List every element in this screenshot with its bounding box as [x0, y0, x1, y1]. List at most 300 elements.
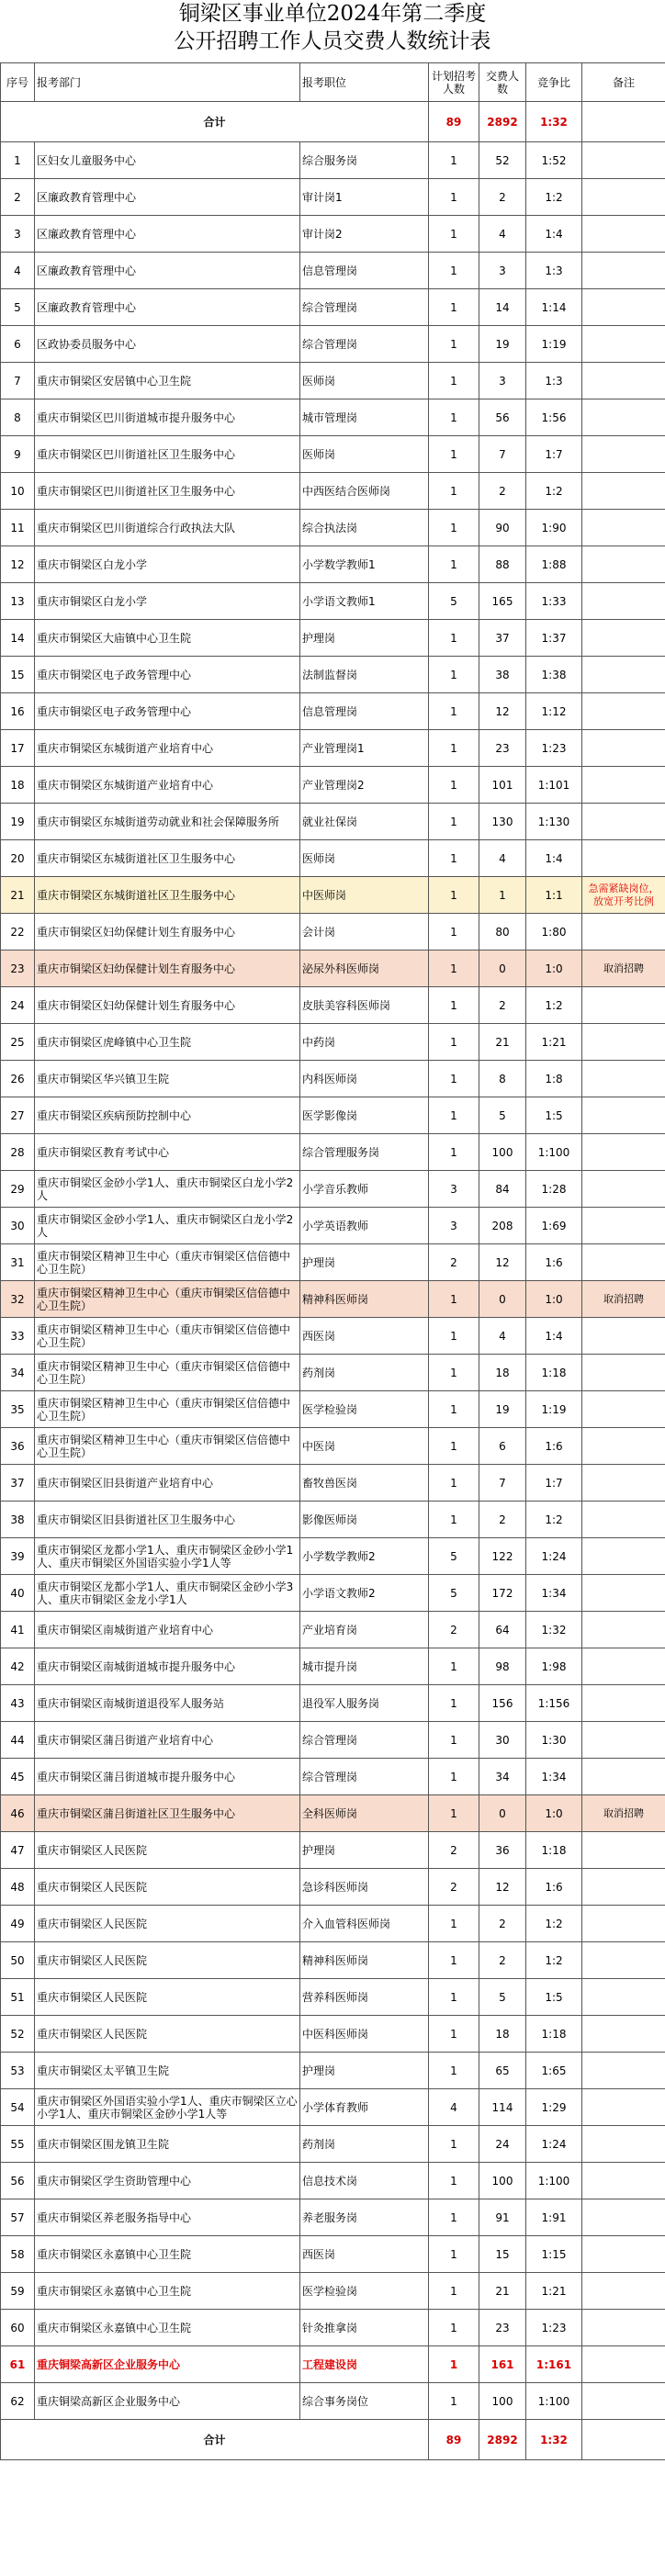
row-dept: 区廉政教育管理中心	[35, 179, 300, 216]
row-position: 药剂岗	[300, 1355, 429, 1391]
row-dept: 重庆市铜梁区教育考试中心	[35, 1134, 300, 1171]
header-planned: 计划招考人数	[429, 63, 479, 102]
row-planned: 1	[429, 2126, 479, 2163]
row-paid: 3	[479, 363, 526, 399]
row-dept: 区廉政教育管理中心	[35, 216, 300, 253]
row-note	[582, 546, 665, 583]
table-row	[1, 1502, 665, 1538]
row-ratio: 1:100	[526, 2383, 582, 2420]
row-ratio: 1:30	[526, 1722, 582, 1759]
row-no: 14	[1, 620, 35, 657]
row-position: 综合管理岗	[300, 289, 429, 326]
row-dept: 重庆市铜梁区人民医院	[35, 1942, 300, 1979]
row-dept: 重庆市铜梁区养老服务指导中心	[35, 2199, 300, 2236]
row-dept: 重庆市铜梁区疾病预防控制中心	[35, 1097, 300, 1134]
row-dept: 重庆市铜梁区东城街道劳动就业和社会保障服务所	[35, 804, 300, 840]
row-ratio: 1:2	[526, 1942, 582, 1979]
row-position: 会计岗	[300, 914, 429, 951]
row-note	[582, 2126, 665, 2163]
row-no: 44	[1, 1722, 35, 1759]
row-planned: 1	[429, 1281, 479, 1318]
row-paid: 90	[479, 510, 526, 546]
row-planned: 1	[429, 1979, 479, 2016]
row-planned: 1	[429, 142, 479, 179]
row-planned: 1	[429, 179, 479, 216]
row-no: 24	[1, 987, 35, 1024]
row-no: 50	[1, 1942, 35, 1979]
row-dept: 重庆铜梁高新区企业服务中心	[35, 2346, 300, 2383]
row-paid: 12	[479, 693, 526, 730]
row-note	[582, 2346, 665, 2383]
row-paid: 208	[479, 1208, 526, 1244]
row-position: 护理岗	[300, 1244, 429, 1281]
row-note	[582, 1685, 665, 1722]
row-planned: 1	[429, 216, 479, 253]
row-no: 22	[1, 914, 35, 951]
row-planned: 2	[429, 1244, 479, 1281]
row-position: 产业管理岗1	[300, 730, 429, 767]
row-no: 40	[1, 1575, 35, 1612]
row-ratio: 1:34	[526, 1759, 582, 1795]
row-ratio: 1:2	[526, 473, 582, 510]
row-planned: 1	[429, 1648, 479, 1685]
row-no: 32	[1, 1281, 35, 1318]
row-ratio: 1:98	[526, 1648, 582, 1685]
row-ratio: 1:0	[526, 951, 582, 987]
row-paid: 80	[479, 914, 526, 951]
row-paid: 37	[479, 620, 526, 657]
row-planned: 1	[429, 840, 479, 877]
row-dept: 重庆市铜梁区永嘉镇中心卫生院	[35, 2310, 300, 2346]
row-ratio: 1:28	[526, 1171, 582, 1208]
row-planned: 1	[429, 473, 479, 510]
row-dept: 重庆市铜梁区东城街道产业培育中心	[35, 730, 300, 767]
row-paid: 101	[479, 767, 526, 804]
row-no: 6	[1, 326, 35, 363]
row-no: 16	[1, 693, 35, 730]
row-ratio: 1:37	[526, 620, 582, 657]
row-planned: 1	[429, 767, 479, 804]
row-dept: 重庆市铜梁区蒲吕街道城市提升服务中心	[35, 1759, 300, 1795]
row-no: 19	[1, 804, 35, 840]
row-no: 12	[1, 546, 35, 583]
summary-paid: 2892	[479, 102, 526, 142]
row-ratio: 1:4	[526, 1318, 582, 1355]
row-paid: 114	[479, 2089, 526, 2126]
row-position: 护理岗	[300, 1832, 429, 1869]
row-ratio: 1:4	[526, 216, 582, 253]
table-row	[1, 1648, 665, 1685]
row-no: 13	[1, 583, 35, 620]
row-paid: 6	[479, 1428, 526, 1465]
row-position: 小学数学教师1	[300, 546, 429, 583]
row-no: 57	[1, 2199, 35, 2236]
table-row	[1, 583, 665, 620]
row-planned: 1	[429, 2346, 479, 2383]
row-dept: 重庆市铜梁区人民医院	[35, 1832, 300, 1869]
row-paid: 3	[479, 253, 526, 289]
header-no: 序号	[1, 63, 35, 102]
row-ratio: 1:80	[526, 914, 582, 951]
row-dept: 重庆市铜梁区虎峰镇中心卫生院	[35, 1024, 300, 1061]
table-row	[1, 730, 665, 767]
row-ratio: 1:56	[526, 399, 582, 436]
row-paid: 0	[479, 1795, 526, 1832]
row-note	[582, 1318, 665, 1355]
row-position: 中医科医师岗	[300, 2016, 429, 2053]
row-note	[582, 1024, 665, 1061]
row-note	[582, 730, 665, 767]
row-no: 17	[1, 730, 35, 767]
row-no: 45	[1, 1759, 35, 1795]
summary-ratio: 1:32	[526, 102, 582, 142]
row-no: 56	[1, 2163, 35, 2199]
row-planned: 1	[429, 2236, 479, 2273]
row-planned: 1	[429, 877, 479, 914]
row-planned: 1	[429, 1722, 479, 1759]
row-position: 西医岗	[300, 2236, 429, 2273]
row-ratio: 1:69	[526, 1208, 582, 1244]
row-ratio: 1:2	[526, 1502, 582, 1538]
table-row	[1, 620, 665, 657]
row-paid: 64	[479, 1612, 526, 1648]
row-planned: 1	[429, 2163, 479, 2199]
row-no: 37	[1, 1465, 35, 1502]
row-position: 综合执法岗	[300, 510, 429, 546]
row-position: 营养科医师岗	[300, 1979, 429, 2016]
row-ratio: 1:130	[526, 804, 582, 840]
row-ratio: 1:7	[526, 1465, 582, 1502]
table-row	[1, 1795, 665, 1832]
header-ratio: 竞争比	[526, 63, 582, 102]
row-note	[582, 363, 665, 399]
row-ratio: 1:24	[526, 2126, 582, 2163]
summary-note	[582, 102, 665, 142]
row-paid: 14	[479, 289, 526, 326]
row-dept: 重庆市铜梁区白龙小学	[35, 546, 300, 583]
row-dept: 重庆市铜梁区金砂小学1人、重庆市铜梁区白龙小学2人	[35, 1208, 300, 1244]
row-position: 护理岗	[300, 2053, 429, 2089]
row-ratio: 1:18	[526, 1832, 582, 1869]
row-planned: 1	[429, 436, 479, 473]
row-ratio: 1:100	[526, 2163, 582, 2199]
table-row	[1, 1097, 665, 1134]
row-ratio: 1:91	[526, 2199, 582, 2236]
row-position: 审计岗1	[300, 179, 429, 216]
row-dept: 重庆市铜梁区精神卫生中心（重庆市铜梁区信倍德中心卫生院）	[35, 1391, 300, 1428]
row-position: 皮肤美容科医师岗	[300, 987, 429, 1024]
row-dept: 重庆市铜梁区巴川街道社区卫生服务中心	[35, 473, 300, 510]
row-note	[582, 2089, 665, 2126]
row-no: 47	[1, 1832, 35, 1869]
table-row	[1, 2383, 665, 2420]
row-planned: 1	[429, 693, 479, 730]
row-dept: 重庆市铜梁区南城街道产业培育中心	[35, 1612, 300, 1648]
row-position: 城市提升岗	[300, 1648, 429, 1685]
table-row	[1, 767, 665, 804]
row-planned: 1	[429, 363, 479, 399]
row-paid: 2	[479, 987, 526, 1024]
row-note	[582, 142, 665, 179]
row-note	[582, 1097, 665, 1134]
row-planned: 1	[429, 1428, 479, 1465]
row-paid: 18	[479, 2016, 526, 2053]
row-position: 产业培育岗	[300, 1612, 429, 1648]
row-no: 36	[1, 1428, 35, 1465]
header-note: 备注	[582, 63, 665, 102]
row-dept: 重庆市铜梁区蒲吕街道社区卫生服务中心	[35, 1795, 300, 1832]
row-position: 精神科医师岗	[300, 1281, 429, 1318]
row-planned: 1	[429, 1097, 479, 1134]
row-dept: 重庆市铜梁区龙都小学1人、重庆市铜梁区金砂小学3人、重庆市铜梁区金龙小学1人	[35, 1575, 300, 1612]
table-row	[1, 2126, 665, 2163]
row-paid: 8	[479, 1061, 526, 1097]
row-note	[582, 1208, 665, 1244]
row-planned: 1	[429, 399, 479, 436]
row-paid: 91	[479, 2199, 526, 2236]
row-dept: 重庆市铜梁区旧县街道社区卫生服务中心	[35, 1502, 300, 1538]
row-position: 小学音乐教师	[300, 1171, 429, 1208]
summary-planned: 89	[429, 102, 479, 142]
row-paid: 1	[479, 877, 526, 914]
row-paid: 2	[479, 1942, 526, 1979]
row-no: 20	[1, 840, 35, 877]
summary-ratio: 1:32	[526, 2420, 582, 2460]
row-note	[582, 914, 665, 951]
table-row	[1, 987, 665, 1024]
row-position: 综合管理服务岗	[300, 1134, 429, 1171]
row-no: 55	[1, 2126, 35, 2163]
row-ratio: 1:23	[526, 730, 582, 767]
table-row	[1, 804, 665, 840]
row-paid: 156	[479, 1685, 526, 1722]
row-paid: 19	[479, 326, 526, 363]
row-dept: 重庆市铜梁区南城街道城市提升服务中心	[35, 1648, 300, 1685]
row-dept: 重庆市铜梁区巴川街道综合行政执法大队	[35, 510, 300, 546]
row-ratio: 1:18	[526, 1355, 582, 1391]
header-paid: 交费人数	[479, 63, 526, 102]
row-ratio: 1:21	[526, 2273, 582, 2310]
row-position: 小学语文教师2	[300, 1575, 429, 1612]
row-planned: 5	[429, 1575, 479, 1612]
table-row	[1, 1171, 665, 1208]
table-row	[1, 2053, 665, 2089]
row-note	[582, 1906, 665, 1942]
row-no: 7	[1, 363, 35, 399]
row-note	[582, 289, 665, 326]
row-note	[582, 1759, 665, 1795]
row-dept: 重庆市铜梁区妇幼保健计划生育服务中心	[35, 951, 300, 987]
table-row	[1, 840, 665, 877]
table-row	[1, 2236, 665, 2273]
row-ratio: 1:0	[526, 1795, 582, 1832]
row-planned: 1	[429, 2053, 479, 2089]
row-no: 26	[1, 1061, 35, 1097]
row-paid: 21	[479, 2273, 526, 2310]
table-row	[1, 1538, 665, 1575]
row-note	[582, 2199, 665, 2236]
row-note	[582, 1612, 665, 1648]
row-position: 审计岗2	[300, 216, 429, 253]
row-dept: 区廉政教育管理中心	[35, 253, 300, 289]
row-ratio: 1:33	[526, 583, 582, 620]
row-note	[582, 1648, 665, 1685]
row-no: 25	[1, 1024, 35, 1061]
row-position: 退役军人服务岗	[300, 1685, 429, 1722]
row-no: 29	[1, 1171, 35, 1208]
row-planned: 1	[429, 289, 479, 326]
row-note	[582, 216, 665, 253]
row-no: 8	[1, 399, 35, 436]
row-paid: 98	[479, 1648, 526, 1685]
row-dept: 重庆市铜梁区围龙镇卫生院	[35, 2126, 300, 2163]
row-planned: 1	[429, 2383, 479, 2420]
table-row	[1, 399, 665, 436]
table-row	[1, 2346, 665, 2383]
row-no: 51	[1, 1979, 35, 2016]
row-dept: 重庆市铜梁区精神卫生中心（重庆市铜梁区信倍德中心卫生院）	[35, 1244, 300, 1281]
table-row	[1, 1612, 665, 1648]
row-no: 60	[1, 2310, 35, 2346]
row-dept: 重庆市铜梁区电子政务管理中心	[35, 657, 300, 693]
row-planned: 1	[429, 804, 479, 840]
table-row	[1, 2273, 665, 2310]
row-ratio: 1:8	[526, 1061, 582, 1097]
row-no: 52	[1, 2016, 35, 2053]
row-no: 9	[1, 436, 35, 473]
row-position: 中西医结合医师岗	[300, 473, 429, 510]
row-planned: 1	[429, 1134, 479, 1171]
table-row	[1, 142, 665, 179]
row-note	[582, 1538, 665, 1575]
row-planned: 3	[429, 1171, 479, 1208]
row-dept: 重庆市铜梁区龙都小学1人、重庆市铜梁区金砂小学1人、重庆市铜梁区外国语实验小学1人等	[35, 1538, 300, 1575]
table-row	[1, 877, 665, 914]
row-no: 39	[1, 1538, 35, 1575]
row-ratio: 1:101	[526, 767, 582, 804]
row-note	[582, 1502, 665, 1538]
row-note	[582, 620, 665, 657]
row-paid: 7	[479, 1465, 526, 1502]
row-note	[582, 326, 665, 363]
row-position: 医学检验岗	[300, 2273, 429, 2310]
row-dept: 重庆市铜梁区巴川街道城市提升服务中心	[35, 399, 300, 436]
row-paid: 30	[479, 1722, 526, 1759]
row-note	[582, 253, 665, 289]
row-dept: 重庆市铜梁区金砂小学1人、重庆市铜梁区白龙小学2人	[35, 1171, 300, 1208]
row-no: 10	[1, 473, 35, 510]
row-ratio: 1:5	[526, 1097, 582, 1134]
row-ratio: 1:38	[526, 657, 582, 693]
row-ratio: 1:29	[526, 2089, 582, 2126]
row-ratio: 1:90	[526, 510, 582, 546]
row-note	[582, 1575, 665, 1612]
row-position: 护理岗	[300, 620, 429, 657]
row-note	[582, 767, 665, 804]
row-note	[582, 399, 665, 436]
row-position: 医学检验岗	[300, 1391, 429, 1428]
row-note: 取消招聘	[582, 1281, 665, 1318]
row-dept: 重庆市铜梁区华兴镇卫生院	[35, 1061, 300, 1097]
row-position: 就业社保岗	[300, 804, 429, 840]
row-position: 综合服务岗	[300, 142, 429, 179]
row-planned: 1	[429, 1942, 479, 1979]
table-row	[1, 2310, 665, 2346]
row-position: 城市管理岗	[300, 399, 429, 436]
row-dept: 重庆市铜梁区安居镇中心卫生院	[35, 363, 300, 399]
row-dept: 重庆市铜梁区妇幼保健计划生育服务中心	[35, 914, 300, 951]
row-dept: 区妇女儿童服务中心	[35, 142, 300, 179]
summary-planned: 89	[429, 2420, 479, 2460]
row-position: 信息管理岗	[300, 693, 429, 730]
row-dept: 重庆市铜梁区电子政务管理中心	[35, 693, 300, 730]
row-dept: 重庆市铜梁区旧县街道产业培育中心	[35, 1465, 300, 1502]
row-position: 泌尿外科医师岗	[300, 951, 429, 987]
row-dept: 区廉政教育管理中心	[35, 289, 300, 326]
table-row	[1, 2163, 665, 2199]
row-paid: 5	[479, 1097, 526, 1134]
table-row	[1, 914, 665, 951]
row-dept: 区政协委员服务中心	[35, 326, 300, 363]
row-note	[582, 987, 665, 1024]
row-note	[582, 473, 665, 510]
row-no: 46	[1, 1795, 35, 1832]
header-row	[1, 63, 665, 102]
row-no: 59	[1, 2273, 35, 2310]
table-row	[1, 1134, 665, 1171]
row-note	[582, 510, 665, 546]
table-row	[1, 363, 665, 399]
row-note	[582, 1171, 665, 1208]
row-paid: 18	[479, 1355, 526, 1391]
row-paid: 56	[479, 399, 526, 436]
row-position: 综合管理岗	[300, 1759, 429, 1795]
row-position: 全科医师岗	[300, 1795, 429, 1832]
row-no: 2	[1, 179, 35, 216]
row-ratio: 1:5	[526, 1979, 582, 2016]
table-row	[1, 1869, 665, 1906]
row-planned: 1	[429, 1355, 479, 1391]
row-paid: 0	[479, 951, 526, 987]
row-paid: 15	[479, 2236, 526, 2273]
row-no: 15	[1, 657, 35, 693]
header-position: 报考职位	[300, 63, 429, 102]
row-no: 1	[1, 142, 35, 179]
table-row	[1, 1428, 665, 1465]
table-row	[1, 326, 665, 363]
row-planned: 3	[429, 1208, 479, 1244]
row-dept: 重庆市铜梁区永嘉镇中心卫生院	[35, 2273, 300, 2310]
row-note	[582, 179, 665, 216]
row-dept: 重庆市铜梁区精神卫生中心（重庆市铜梁区信倍德中心卫生院）	[35, 1428, 300, 1465]
row-position: 法制监督岗	[300, 657, 429, 693]
row-note	[582, 840, 665, 877]
table-row	[1, 1244, 665, 1281]
header-dept: 报考部门	[35, 63, 300, 102]
summary-row-top	[1, 102, 665, 142]
row-planned: 1	[429, 2310, 479, 2346]
table-row	[1, 1722, 665, 1759]
row-position: 影像医师岗	[300, 1502, 429, 1538]
table-row	[1, 1391, 665, 1428]
row-paid: 2	[479, 1906, 526, 1942]
row-no: 61	[1, 2346, 35, 2383]
row-no: 4	[1, 253, 35, 289]
row-paid: 165	[479, 583, 526, 620]
row-position: 综合管理岗	[300, 326, 429, 363]
row-paid: 4	[479, 840, 526, 877]
table-row	[1, 1832, 665, 1869]
